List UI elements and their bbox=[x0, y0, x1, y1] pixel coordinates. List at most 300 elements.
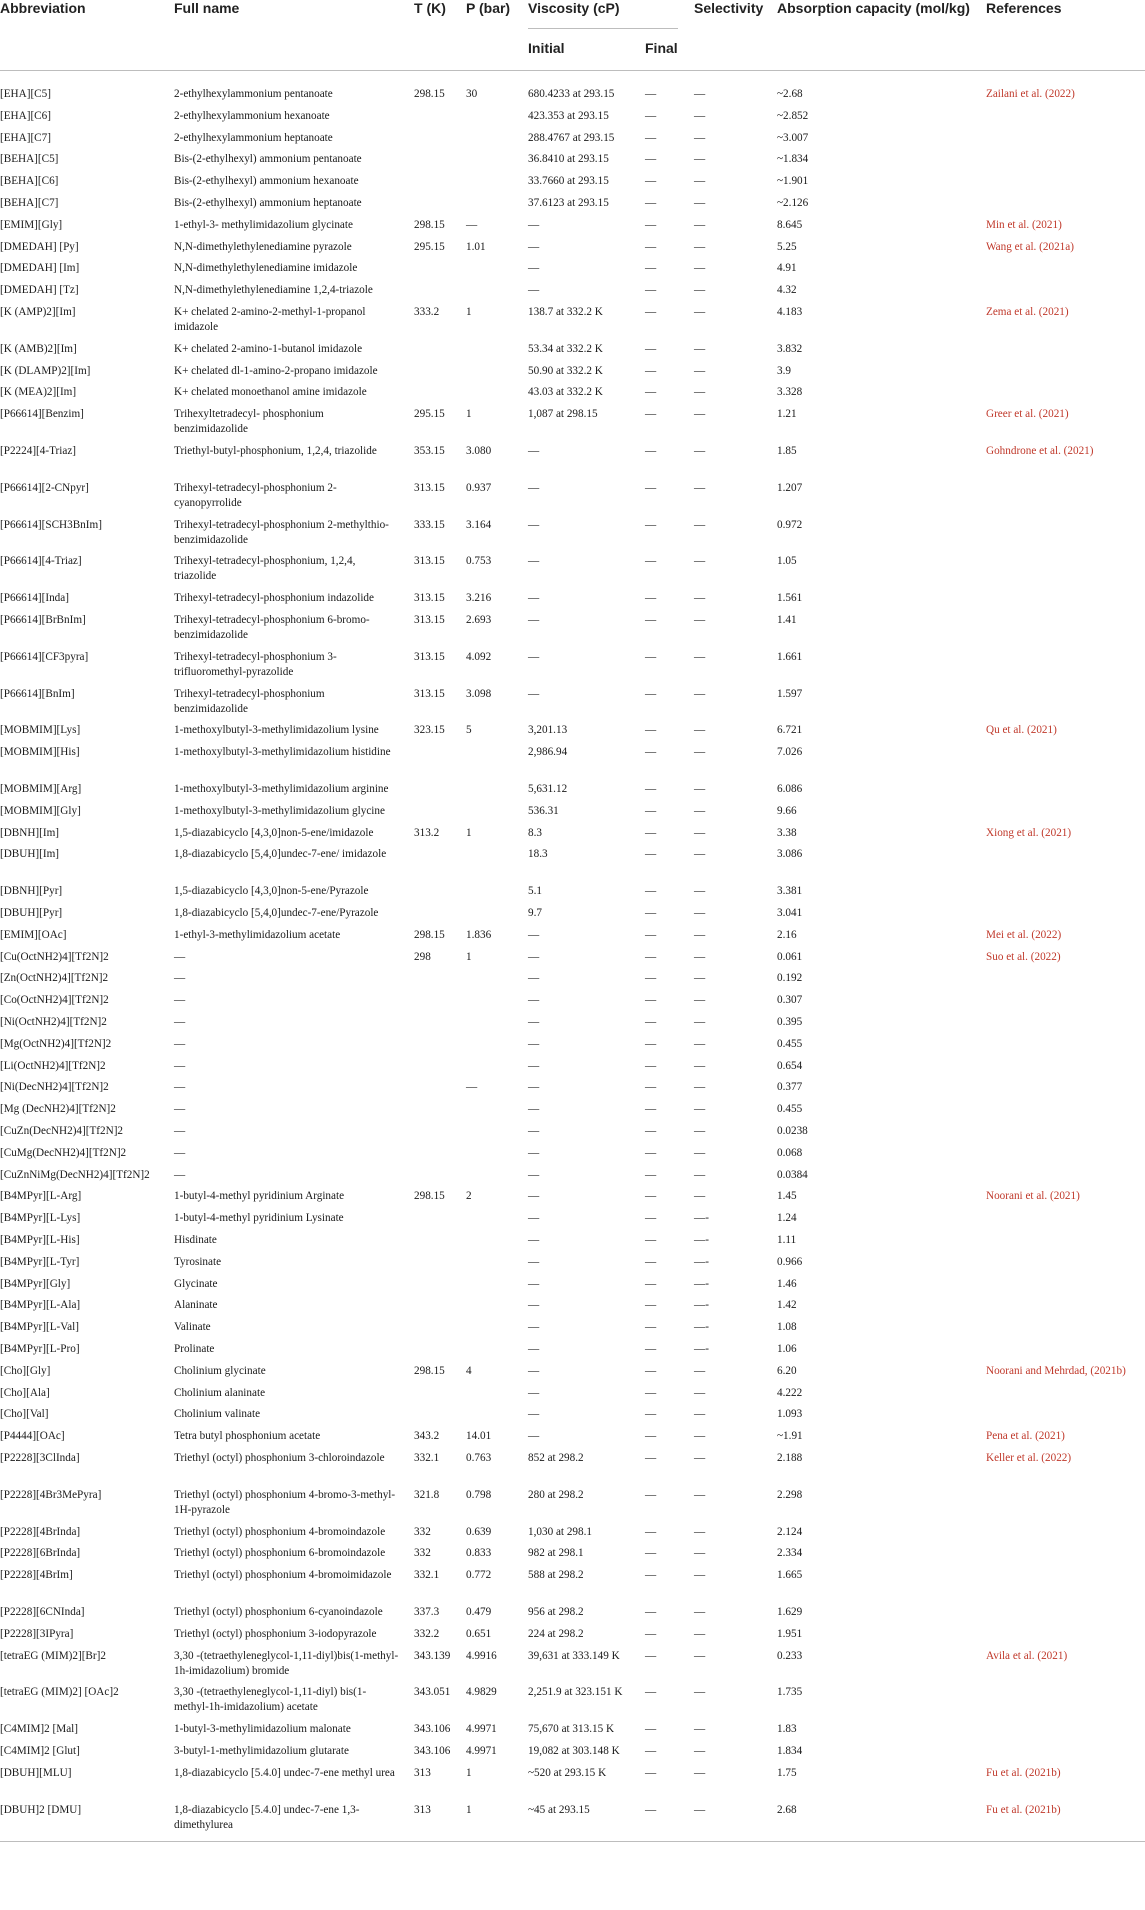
cell-viscosity-initial: 588 at 298.2 bbox=[528, 1569, 584, 1582]
cell-viscosity-initial: — bbox=[528, 1125, 540, 1137]
cell-abbreviation: [B4MPyr][L-Pro] bbox=[0, 1343, 80, 1355]
cell-viscosity-initial: 224 at 298.2 bbox=[528, 1627, 584, 1640]
cell-reference: Gohndrone et al. (2021) bbox=[986, 445, 1094, 457]
cell-abbreviation: [C4MIM]2 [Glut] bbox=[0, 1745, 80, 1757]
cell-viscosity-initial: 50.90 at 332.2 K bbox=[528, 364, 603, 377]
cell-full-name: 1,5-diazabicyclo [4,3,0]non-5-ene/Pyrazole bbox=[174, 885, 369, 898]
cell-viscosity-final: — bbox=[645, 1803, 657, 1816]
cell-pressure: 4.9916 bbox=[466, 1649, 497, 1662]
cell-full-name: Alaninate bbox=[174, 1299, 218, 1312]
cell-absorption: ~2.68 bbox=[777, 88, 803, 100]
cell-viscosity-final: — bbox=[645, 1212, 657, 1225]
cell-temperature: 298.15 bbox=[414, 88, 445, 100]
cell-viscosity-initial: 423.353 at 293.15 bbox=[528, 109, 609, 122]
col-viscosity: Viscosity (cP) bbox=[528, 0, 620, 16]
cell-temperature: 332 bbox=[414, 1525, 431, 1538]
cell-absorption: 1.629 bbox=[777, 1606, 803, 1618]
cell-viscosity-final: — bbox=[645, 1125, 657, 1137]
cell-abbreviation: [DMEDAH] [Py] bbox=[0, 240, 79, 253]
cell-absorption: 9.66 bbox=[777, 804, 797, 817]
cell-pressure: 3.080 bbox=[466, 445, 492, 457]
cell-abbreviation: [K (AMB)2][Im] bbox=[0, 342, 77, 355]
cell-viscosity-initial: — bbox=[528, 262, 540, 275]
cell-absorption: 2.16 bbox=[777, 928, 797, 941]
cell-absorption: 1.05 bbox=[777, 555, 797, 568]
cell-selectivity: — bbox=[694, 262, 706, 275]
cell-viscosity-initial: 2,986.94 bbox=[528, 746, 568, 759]
cell-absorption: 3.381 bbox=[777, 885, 803, 898]
cell-temperature: 295.15 bbox=[414, 240, 445, 253]
cell-pressure: 0.763 bbox=[466, 1452, 492, 1464]
cell-pressure: 4.092 bbox=[466, 650, 492, 663]
cell-selectivity: — bbox=[694, 950, 706, 963]
cell-absorption: 0.192 bbox=[777, 972, 803, 985]
cell-abbreviation: [B4MPyr][L-His] bbox=[0, 1234, 80, 1246]
cell-reference: Greer et al. (2021) bbox=[986, 408, 1069, 421]
cell-viscosity-initial: — bbox=[528, 1321, 540, 1334]
cell-viscosity-final: — bbox=[645, 1364, 657, 1377]
cell-pressure: 1.01 bbox=[466, 240, 486, 253]
cell-pressure: 4.9829 bbox=[466, 1686, 497, 1699]
cell-selectivity: — bbox=[694, 153, 706, 166]
cell-viscosity-initial: 280 at 298.2 bbox=[528, 1488, 584, 1501]
cell-abbreviation: [P2224][4-Triaz] bbox=[0, 445, 77, 457]
cell-full-name: Prolinate bbox=[174, 1343, 215, 1355]
cell-viscosity-initial: — bbox=[528, 481, 540, 494]
cell-full-name: 1-butyl-4-methyl pyridinium Lysinate bbox=[174, 1212, 344, 1225]
cell-abbreviation: [P66614][CF3pyra] bbox=[0, 650, 89, 663]
cell-reference: Fu et al. (2021b) bbox=[986, 1766, 1061, 1779]
cell-full-name: 1-ethyl-3- methylimidazolium glycinate bbox=[174, 218, 353, 231]
col-full-name: Full name bbox=[174, 0, 240, 16]
cell-viscosity-final: — bbox=[645, 687, 657, 700]
cell-abbreviation: [BEHA][C7] bbox=[0, 197, 59, 209]
cell-selectivity: —- bbox=[694, 1277, 709, 1290]
cell-full-name: 1-butyl-4-methyl pyridinium Arginate bbox=[174, 1190, 345, 1203]
cell-full-name: Trihexyl-tetradecyl-phosphonium 2-cyanopyrrolide bbox=[174, 481, 337, 509]
cell-abbreviation: [B4MPyr][Gly] bbox=[0, 1277, 71, 1290]
cell-viscosity-initial: — bbox=[528, 994, 540, 1007]
cell-reference: Pena et al. (2021) bbox=[986, 1430, 1065, 1443]
cell-viscosity-initial: — bbox=[528, 1343, 540, 1355]
cell-absorption: 3.9 bbox=[777, 364, 791, 377]
cell-pressure: 0.833 bbox=[466, 1547, 492, 1560]
cell-full-name: Tyrosinate bbox=[174, 1255, 222, 1268]
cell-temperature: 313.2 bbox=[414, 826, 440, 839]
cell-reference: Suo et al. (2022) bbox=[986, 950, 1061, 963]
cell-viscosity-final: — bbox=[645, 1386, 657, 1399]
cell-viscosity-initial: 2,251.9 at 323.151 K bbox=[528, 1686, 623, 1699]
cell-abbreviation: [DBNH][Im] bbox=[0, 826, 60, 839]
cell-full-name: Triethyl (octyl) phosphonium 4-bromo-3-methyl-1H-pyrazole bbox=[174, 1488, 396, 1516]
cell-viscosity-final: — bbox=[645, 848, 657, 861]
cell-viscosity-initial: — bbox=[528, 1212, 540, 1225]
cell-viscosity-final: — bbox=[645, 885, 657, 898]
cell-reference: Mei et al. (2022) bbox=[986, 928, 1062, 941]
cell-abbreviation: [K (AMP)2][Im] bbox=[0, 306, 76, 318]
cell-absorption: 0.455 bbox=[777, 1103, 803, 1116]
cell-viscosity-final: — bbox=[645, 1686, 657, 1699]
cell-absorption: 4.91 bbox=[777, 262, 797, 275]
cell-pressure: 1 bbox=[466, 1766, 472, 1779]
cell-viscosity-initial: — bbox=[528, 592, 540, 605]
cell-temperature: 332.1 bbox=[414, 1569, 440, 1582]
cell-full-name: Cholinium valinate bbox=[174, 1408, 261, 1421]
cell-absorption: 1.21 bbox=[777, 408, 797, 421]
cell-abbreviation: [P2228][4Br3MePyra] bbox=[0, 1488, 102, 1501]
cell-absorption: 1.83 bbox=[777, 1723, 797, 1736]
cell-full-name: Trihexyl-tetradecyl-phosphonium 6-bromo-benzimidazolide bbox=[174, 614, 370, 641]
cell-full-name: — bbox=[174, 972, 186, 985]
col-viscosity-initial: Initial bbox=[528, 40, 565, 56]
cell-viscosity-final: — bbox=[645, 994, 657, 1007]
cell-abbreviation: [C4MIM]2 [Mal] bbox=[0, 1723, 78, 1736]
cell-abbreviation: [CuZn(DecNH2)4][Tf2N]2 bbox=[0, 1125, 124, 1137]
cell-selectivity: — bbox=[694, 1488, 706, 1501]
cell-selectivity: — bbox=[694, 1408, 706, 1421]
cell-full-name: K+ chelated 2-amino-1-butanol imidazole bbox=[174, 342, 363, 355]
cell-selectivity: — bbox=[694, 1649, 706, 1662]
cell-full-name: N,N-dimethylethylenediamine imidazole bbox=[174, 262, 358, 275]
cell-selectivity: — bbox=[694, 848, 706, 861]
cell-absorption: ~1.91 bbox=[777, 1430, 803, 1443]
cell-pressure: 30 bbox=[466, 88, 478, 100]
cell-abbreviation: [Co(OctNH2)4][Tf2N]2 bbox=[0, 994, 109, 1007]
cell-viscosity-final: — bbox=[645, 445, 657, 457]
cell-abbreviation: [EHA][C6] bbox=[0, 109, 51, 122]
cell-viscosity-final: — bbox=[645, 928, 657, 941]
cell-full-name: — bbox=[174, 1146, 186, 1159]
cell-absorption: 0.972 bbox=[777, 518, 803, 531]
cell-abbreviation: [MOBMIM][Lys] bbox=[0, 724, 81, 737]
cell-selectivity: — bbox=[694, 1037, 706, 1050]
cell-abbreviation: [DBUH]2 [DMU] bbox=[0, 1803, 82, 1816]
cell-selectivity: — bbox=[694, 1430, 706, 1443]
cell-full-name: Tetra butyl phosphonium acetate bbox=[174, 1430, 321, 1443]
cell-absorption: 1.85 bbox=[777, 445, 797, 457]
cell-viscosity-final: — bbox=[645, 826, 657, 839]
cell-viscosity-initial: — bbox=[528, 1364, 540, 1377]
cell-selectivity: — bbox=[694, 1016, 706, 1028]
cell-full-name: Hisdinate bbox=[174, 1234, 217, 1246]
cell-viscosity-initial: ~520 at 293.15 K bbox=[528, 1766, 607, 1779]
cell-abbreviation: [CuZnNiMg(DecNH2)4][Tf2N]2 bbox=[0, 1168, 150, 1181]
cell-abbreviation: [P66614][BnIm] bbox=[0, 687, 75, 700]
cell-temperature: 313.15 bbox=[414, 555, 445, 568]
cell-viscosity-initial: 75,670 at 313.15 K bbox=[528, 1723, 615, 1736]
cell-selectivity: — bbox=[694, 1525, 706, 1538]
cell-full-name: Cholinium glycinate bbox=[174, 1364, 266, 1377]
cell-selectivity: — bbox=[694, 885, 706, 898]
cell-viscosity-initial: — bbox=[528, 687, 540, 700]
cell-selectivity: — bbox=[694, 1059, 706, 1072]
cell-full-name: 3,30 -(tetraethyleneglycol-1,11-diyl)bis(1-methyl-1h-imidazolium) bromide bbox=[174, 1649, 399, 1677]
cell-absorption: 6.20 bbox=[777, 1364, 797, 1377]
cell-absorption: 1.735 bbox=[777, 1686, 803, 1699]
cell-pressure: 1.836 bbox=[466, 928, 492, 941]
cell-abbreviation: [P66614][Benzim] bbox=[0, 408, 84, 421]
cell-selectivity: — bbox=[694, 1081, 706, 1094]
cell-pressure: 4.9971 bbox=[466, 1723, 497, 1736]
cell-full-name: K+ chelated monoethanol amine imidazole bbox=[174, 386, 367, 399]
cell-viscosity-initial: 852 at 298.2 bbox=[528, 1452, 584, 1464]
cell-viscosity-final: — bbox=[645, 972, 657, 985]
cell-absorption: 1.41 bbox=[777, 614, 797, 626]
cell-full-name: 1-methoxylbutyl-3-methylimidazolium glycine bbox=[174, 804, 385, 817]
cell-full-name: N,N-dimethylethylenediamine 1,2,4-triazole bbox=[174, 284, 373, 297]
cell-abbreviation: [B4MPyr][L-Arg] bbox=[0, 1190, 82, 1203]
cell-reference: Zailani et al. (2022) bbox=[986, 88, 1075, 100]
cell-absorption: 3.086 bbox=[777, 848, 803, 861]
cell-viscosity-final: — bbox=[645, 175, 657, 188]
cell-viscosity-initial: 1,030 at 298.1 bbox=[528, 1525, 593, 1538]
cell-full-name: Triethyl (octyl) phosphonium 6-cyanoindazole bbox=[174, 1606, 383, 1618]
cell-selectivity: — bbox=[694, 1364, 706, 1377]
cell-viscosity-initial: — bbox=[528, 1234, 540, 1246]
cell-temperature: 332.2 bbox=[414, 1627, 440, 1640]
cell-absorption: 4.183 bbox=[777, 306, 803, 318]
cell-viscosity-initial: — bbox=[528, 218, 540, 231]
cell-viscosity-initial: — bbox=[528, 1081, 540, 1094]
cell-absorption: 4.222 bbox=[777, 1386, 803, 1399]
cell-absorption: 7.026 bbox=[777, 746, 803, 759]
cell-viscosity-final: — bbox=[645, 1234, 657, 1246]
cell-absorption: 1.834 bbox=[777, 1745, 803, 1757]
cell-viscosity-initial: 3,201.13 bbox=[528, 724, 568, 737]
cell-pressure: — bbox=[466, 1081, 478, 1094]
cell-abbreviation: [EHA][C7] bbox=[0, 131, 51, 144]
cell-temperature: 295.15 bbox=[414, 408, 445, 421]
cell-selectivity: — bbox=[694, 218, 706, 231]
cell-viscosity-final: — bbox=[645, 1569, 657, 1582]
cell-viscosity-initial: 37.6123 at 293.15 bbox=[528, 197, 609, 209]
cell-viscosity-initial: 53.34 at 332.2 K bbox=[528, 342, 603, 355]
cell-abbreviation: [Cho][Val] bbox=[0, 1408, 49, 1421]
cell-full-name: — bbox=[174, 1125, 186, 1137]
cell-absorption: 0.377 bbox=[777, 1081, 803, 1094]
cell-absorption: 2.334 bbox=[777, 1547, 803, 1560]
cell-full-name: N,N-dimethylethylenediamine pyrazole bbox=[174, 240, 352, 253]
cell-absorption: 0.233 bbox=[777, 1649, 803, 1662]
cell-pressure: 0.639 bbox=[466, 1525, 492, 1538]
cell-abbreviation: [DBUH][Im] bbox=[0, 848, 60, 861]
cell-viscosity-final: — bbox=[645, 240, 657, 253]
cell-viscosity-final: — bbox=[645, 109, 657, 122]
cell-viscosity-final: — bbox=[645, 614, 657, 626]
cell-reference: Qu et al. (2021) bbox=[986, 724, 1057, 737]
cell-viscosity-initial: 8.3 bbox=[528, 826, 542, 839]
cell-full-name: Glycinate bbox=[174, 1277, 218, 1290]
cell-selectivity: — bbox=[694, 1766, 706, 1779]
cell-reference: Noorani et al. (2021) bbox=[986, 1190, 1080, 1203]
cell-absorption: 1.45 bbox=[777, 1190, 797, 1203]
cell-viscosity-initial: — bbox=[528, 1190, 540, 1203]
cell-temperature: 313 bbox=[414, 1766, 431, 1779]
cell-selectivity: — bbox=[694, 518, 706, 531]
cell-viscosity-final: — bbox=[645, 1343, 657, 1355]
cell-pressure: 3.164 bbox=[466, 518, 492, 531]
cell-absorption: 1.951 bbox=[777, 1627, 803, 1640]
cell-full-name: — bbox=[174, 1103, 186, 1116]
cell-viscosity-final: — bbox=[645, 650, 657, 663]
cell-abbreviation: [P2228][4BrIm] bbox=[0, 1569, 73, 1582]
cell-selectivity: — bbox=[694, 804, 706, 817]
cell-viscosity-final: — bbox=[645, 1016, 657, 1028]
cell-viscosity-final: — bbox=[645, 1525, 657, 1538]
cell-viscosity-final: — bbox=[645, 481, 657, 494]
cell-selectivity: — bbox=[694, 1168, 706, 1181]
cell-viscosity-final: — bbox=[645, 1766, 657, 1779]
cell-reference: Wang et al. (2021a) bbox=[986, 240, 1074, 253]
cell-full-name: Bis-(2-ethylhexyl) ammonium hexanoate bbox=[174, 175, 359, 188]
cell-viscosity-final: — bbox=[645, 1299, 657, 1312]
cell-pressure: 0.937 bbox=[466, 481, 492, 494]
cell-abbreviation: [Ni(DecNH2)4][Tf2N]2 bbox=[0, 1081, 109, 1094]
cell-abbreviation: [tetraEG (MIM)2][Br]2 bbox=[0, 1649, 106, 1662]
cell-abbreviation: [MOBMIM][His] bbox=[0, 746, 80, 759]
cell-viscosity-final: — bbox=[645, 284, 657, 297]
cell-temperature: 298.15 bbox=[414, 928, 445, 941]
cell-absorption: ~1.901 bbox=[777, 175, 809, 188]
cell-viscosity-initial: 33.7660 at 293.15 bbox=[528, 175, 609, 188]
cell-pressure: 1 bbox=[466, 826, 472, 839]
cell-temperature: 337.3 bbox=[414, 1606, 440, 1618]
cell-viscosity-final: — bbox=[645, 1488, 657, 1501]
cell-selectivity: —- bbox=[694, 1234, 709, 1246]
cell-temperature: 298.15 bbox=[414, 1190, 445, 1203]
cell-viscosity-final: — bbox=[645, 1168, 657, 1181]
cell-full-name: 2-ethylhexylammonium heptanoate bbox=[174, 131, 333, 144]
cell-selectivity: — bbox=[694, 724, 706, 737]
cell-full-name: — bbox=[174, 1081, 186, 1094]
cell-abbreviation: [Mg(OctNH2)4][Tf2N]2 bbox=[0, 1037, 112, 1050]
cell-full-name: Trihexyl-tetradecyl-phosphonium 2-methylthio-benzimidazolide bbox=[174, 518, 389, 546]
cell-selectivity: — bbox=[694, 240, 706, 253]
cell-viscosity-final: — bbox=[645, 262, 657, 275]
cell-abbreviation: [BEHA][C6] bbox=[0, 175, 59, 188]
cell-absorption: 0.068 bbox=[777, 1146, 803, 1159]
cell-absorption: 3.041 bbox=[777, 907, 803, 919]
cell-abbreviation: [CuMg(DecNH2)4][Tf2N]2 bbox=[0, 1146, 127, 1159]
cell-full-name: Triethyl (octyl) phosphonium 4-bromoindazole bbox=[174, 1525, 386, 1538]
cell-absorption: 0.307 bbox=[777, 994, 803, 1007]
cell-selectivity: — bbox=[694, 1103, 706, 1116]
cell-full-name: — bbox=[174, 1037, 186, 1050]
cell-full-name: 1-methoxylbutyl-3-methylimidazolium arginine bbox=[174, 783, 389, 795]
cell-selectivity: — bbox=[694, 555, 706, 568]
cell-reference: Min et al. (2021) bbox=[986, 218, 1062, 231]
cell-selectivity: — bbox=[694, 592, 706, 605]
cell-viscosity-initial: — bbox=[528, 614, 540, 626]
cell-abbreviation: [B4MPyr][L-Lys] bbox=[0, 1212, 81, 1225]
cell-full-name: Bis-(2-ethylhexyl) ammonium pentanoate bbox=[174, 153, 362, 166]
cell-abbreviation: [MOBMIM][Gly] bbox=[0, 804, 81, 817]
cell-viscosity-final: — bbox=[645, 1103, 657, 1116]
cell-absorption: 3.832 bbox=[777, 342, 803, 355]
cell-absorption: 3.328 bbox=[777, 386, 803, 399]
cell-full-name: 3-butyl-1-methylimidazolium glutarate bbox=[174, 1745, 349, 1757]
cell-selectivity: — bbox=[694, 408, 706, 421]
cell-temperature: 313 bbox=[414, 1803, 431, 1816]
cell-abbreviation: [B4MPyr][L-Tyr] bbox=[0, 1255, 80, 1268]
cell-viscosity-final: — bbox=[645, 197, 657, 209]
cell-viscosity-initial: — bbox=[528, 1255, 540, 1268]
cell-reference: Xiong et al. (2021) bbox=[986, 826, 1072, 839]
cell-viscosity-initial: 1,087 at 298.15 bbox=[528, 408, 598, 421]
col-pressure: P (bar) bbox=[466, 0, 511, 16]
table-bottom-rule bbox=[0, 1841, 1145, 1842]
cell-pressure: 3.098 bbox=[466, 687, 492, 700]
cell-viscosity-initial: 956 at 298.2 bbox=[528, 1606, 584, 1618]
cell-pressure: 4.9971 bbox=[466, 1745, 497, 1757]
cell-viscosity-initial: 36.8410 at 293.15 bbox=[528, 153, 609, 166]
cell-full-name: Trihexyl-tetradecyl-phosphonium, 1,2,4, triazolide bbox=[174, 555, 356, 583]
cell-full-name: 2-ethylhexylammonium hexanoate bbox=[174, 109, 330, 122]
cell-absorption: 0.0384 bbox=[777, 1168, 808, 1181]
cell-selectivity: — bbox=[694, 826, 706, 839]
cell-viscosity-final: — bbox=[645, 153, 657, 166]
cell-viscosity-initial: — bbox=[528, 1168, 540, 1181]
cell-selectivity: — bbox=[694, 109, 706, 122]
cell-viscosity-initial: — bbox=[528, 1277, 540, 1290]
cell-selectivity: — bbox=[694, 175, 706, 188]
cell-abbreviation: [Cho][Gly] bbox=[0, 1364, 51, 1377]
cell-absorption: 1.661 bbox=[777, 650, 803, 663]
cell-viscosity-final: — bbox=[645, 1255, 657, 1268]
cell-pressure: 3.216 bbox=[466, 592, 492, 605]
col-temperature: T (K) bbox=[414, 0, 446, 16]
cell-selectivity: — bbox=[694, 928, 706, 941]
cell-selectivity: — bbox=[694, 481, 706, 494]
cell-viscosity-initial: — bbox=[528, 950, 540, 963]
cell-absorption: ~3.007 bbox=[777, 131, 809, 144]
cell-absorption: 0.966 bbox=[777, 1255, 803, 1268]
cell-selectivity: — bbox=[694, 306, 706, 318]
cell-absorption: 0.395 bbox=[777, 1016, 803, 1028]
col-selectivity: Selectivity bbox=[694, 0, 764, 16]
cell-absorption: 1.665 bbox=[777, 1569, 803, 1582]
cell-viscosity-final: — bbox=[645, 1430, 657, 1443]
cell-full-name: — bbox=[174, 994, 186, 1007]
cell-viscosity-initial: 288.4767 at 293.15 bbox=[528, 131, 615, 144]
cell-full-name: 2-ethylhexylammonium pentanoate bbox=[174, 88, 333, 100]
cell-absorption: 1.561 bbox=[777, 592, 803, 605]
cell-selectivity: — bbox=[694, 1686, 706, 1699]
cell-selectivity: — bbox=[694, 1146, 706, 1159]
cell-absorption: 3.38 bbox=[777, 826, 797, 839]
cell-abbreviation: [P66614][Inda] bbox=[0, 592, 69, 605]
cell-abbreviation: [P2228][4BrInda] bbox=[0, 1525, 81, 1538]
cell-abbreviation: [P4444][OAc] bbox=[0, 1430, 65, 1443]
cell-absorption: 1.597 bbox=[777, 687, 803, 700]
cell-pressure: — bbox=[466, 218, 478, 231]
cell-viscosity-final: — bbox=[645, 1277, 657, 1290]
cell-absorption: 2.188 bbox=[777, 1452, 803, 1464]
cell-viscosity-final: — bbox=[645, 907, 657, 919]
cell-temperature: 343.051 bbox=[414, 1686, 451, 1699]
col-references: References bbox=[986, 0, 1062, 16]
cell-full-name: — bbox=[174, 1016, 186, 1028]
cell-abbreviation: [DMEDAH] [Im] bbox=[0, 262, 80, 275]
cell-abbreviation: [P2228][6CNInda] bbox=[0, 1606, 85, 1618]
cell-viscosity-final: — bbox=[645, 1037, 657, 1050]
cell-pressure: 4 bbox=[466, 1364, 472, 1377]
cell-viscosity-initial: 536.31 bbox=[528, 804, 559, 817]
cell-selectivity: — bbox=[694, 972, 706, 985]
cell-viscosity-final: — bbox=[645, 218, 657, 231]
cell-abbreviation: [Cu(OctNH2)4][Tf2N]2 bbox=[0, 950, 109, 963]
cell-full-name: Triethyl (octyl) phosphonium 3-chloroindazole bbox=[174, 1452, 385, 1464]
